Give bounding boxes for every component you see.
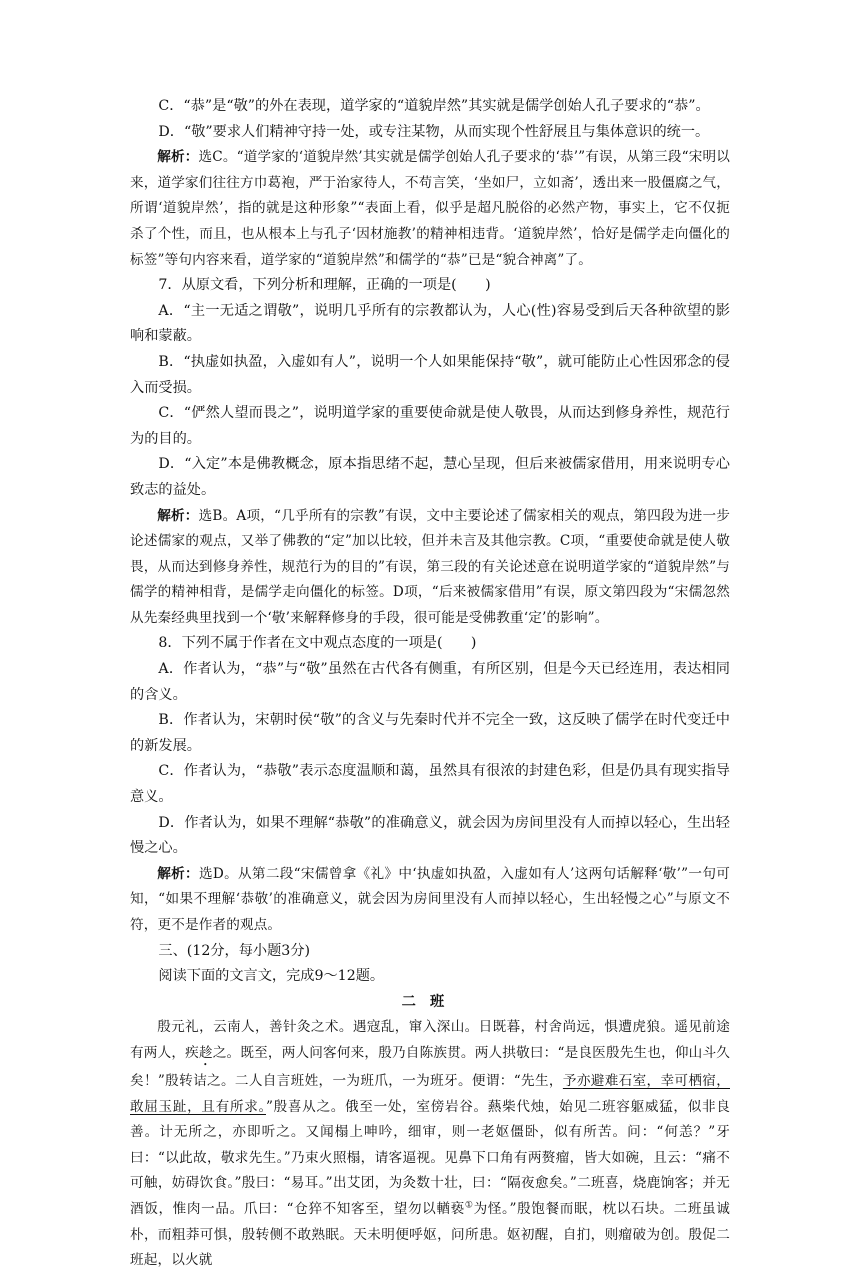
- passage-part-3: ”殷喜从之。俄至一处，室傍岩谷。爇柴代烛，始见二班容躯威猛，似非良善。计无所之，亦即听之。又闻榻上呻吟，细审，则一老妪僵卧，似有所苦。问：“何恙？”牙曰：“以此故，敬求先生。”乃束火照榻，请客逼视。见鼻下口角有两赘瘤，皆大如碗，且云：“痛不可触，妨碍饮食。”殷曰：“易耳。”出艾团，为灸数十壮，曰：“隔夜愈矣。”二班喜，烧鹿饷客；并无酒饭，惟肉一品。爪曰：“仓猝不知客至，望勿以: [130, 1098, 730, 1217]
- analysis-label: 解析：: [157, 507, 199, 524]
- section-instruction: 阅读下面的文言文，完成9～12题。: [158, 968, 385, 985]
- analysis-label: 解析：: [157, 865, 199, 882]
- q8-option-b: B．作者认为，宋朝时侯“敬”的含义与先秦时代并不完全一致，这反映了儒学在时代变迁中的新发展。: [130, 712, 730, 754]
- q7-analysis: [130, 504, 730, 632]
- q8-stem: 8．下列不属于作者在文中观点态度的一项是( ): [158, 635, 477, 652]
- analysis-label: 解析：: [157, 149, 199, 166]
- q8-option-d: D．作者认为，如果不理解“恭敬”的准确意义，就会因为房间里没有人而掉以轻心，生出轻慢之心。: [130, 814, 730, 857]
- dotted-word: 趁: [198, 1044, 213, 1061]
- document-page: [130, 94, 730, 1274]
- q7-option-d: D．“入定”本是佛教概念，原本指思绪不起，慧心呈现，但后来被儒家借用，用来说明专心致志的益处。: [130, 456, 730, 498]
- passage-part-1: 殷元礼，云南人，善针灸之术。遇寇乱，窜入深山。日既暮，村舍尚远，惧遭虎狼。遥见前途有两人，疾: [130, 1019, 730, 1061]
- annotated-word: 輶亵: [436, 1200, 465, 1217]
- q6-option-d: D．“敬”要求人们精神守持一处，或专注某物，从而实现个性舒展且与集体意识的统一。: [158, 123, 710, 140]
- q8-option-c: C．作者认为，“恭敬”表示态度温顺和蔼，虽然具有很浓的封建色彩，但是仍具有现实指导意义。: [130, 763, 730, 806]
- passage-part-4: 为怪。”殷饱餐而眠，枕以石块。二班虽诚朴，而粗莽可惧，殷转侧不敢熟眠。天未明便呼妪，问所患。妪初醒，自扪，则瘤破为创。殷促二班起，以火就: [130, 1200, 731, 1269]
- q6-analysis: [130, 145, 730, 273]
- passage-part-2: 之。既至，两人问客何来，殷乃自陈族贯。两人拱敬曰：“是良医殷先生也，仰山斗久矣！”殷转诘之。二人自言班姓，一为班爪，一为班牙。便谓：“先生，: [130, 1044, 731, 1089]
- q6-option-c: C．“恭”是“敬”的外在表现，道学家的“道貌岸然”其实就是儒学创始人孔子要求的“恭”。: [158, 98, 710, 114]
- q7-stem: 7．从原文看，下列分析和理解，正确的一项是( ): [158, 277, 491, 294]
- q8-option-a: A．作者认为，“恭”与“敬”虽然在古代各有侧重，有所区别，但是今天已经连用，表达相同的含义。: [130, 661, 730, 703]
- analysis-text: 选D。从第二段“宋儒曾拿《礼》中‘执虚如执盈，入虚如有人’这两句话解释‘敬’”一句可知，“如果不理解‘恭敬’的准确意义，就会因为房间里没有人而掉以轻心，生出轻慢之心”与原文不符，更不是作者的观点。: [130, 865, 730, 933]
- analysis-text: 选C。“道学家的‘道貌岸然’其实就是儒学创始人孔子要求的‘恭’”有误，从第三段“宋明以来，道学家们往往方巾葛袍，严于治家待人，不苟言笑，‘坐如尸，立如斋’，透出来一股僵腐之气，所谓‘道貌岸然’，指的就是这种形象”“表面上看，似乎是超凡脱俗的必然产物，事实上，它不仅扼杀了个性，而且，也从根本上与孔子‘因材施教’的精神相违背。‘道貌岸然’，恰好是儒学走向僵化的标签”等句内容来看，道学家的“道貌岸然”和儒学的“恭”已是“貌合神离”了。: [130, 149, 731, 268]
- underlined-sentence: 予亦避难石室，幸可栖宿，敢屈玉趾，且有所求。: [130, 1072, 730, 1115]
- analysis-text: 选B。A项，“几乎所有的宗教”有误，文中主要论述了儒家相关的观点，第四段为进一步论述儒家的观点，又举了佛教的“定”加以比较，但并未言及其他宗教。C项，“重要使命就是使人敬畏，从而达到修身养性，规范行为的目的”有误，第三段的有关论述意在说明道学家的“道貌岸然”与儒学的精神相背，是儒学走向僵化的标签。D项，“后来被儒家借用”有误，原文第四段为“宋儒忽然从先秦经典里找到一个‘敬’来解释修身的手段，很可能是受佛教重‘定’的影响”。: [130, 507, 731, 626]
- section-heading: 三、(12分，每小题3分): [158, 942, 311, 959]
- classical-passage: [130, 1015, 730, 1273]
- q8-analysis: [130, 862, 730, 939]
- passage-title: 二班: [401, 993, 459, 1010]
- footnote-mark: ①: [464, 1200, 474, 1211]
- q7-option-a: A．“主一无适之谓敬”，说明几乎所有的宗教都认为，人心(性)容易受到后天各种欲望的影响和蒙蔽。: [130, 302, 730, 345]
- q7-option-c: C．“俨然人望而畏之”，说明道学家的重要使命就是使人敬畏，从而达到修身养性，规范行为的目的。: [130, 405, 730, 447]
- q7-option-b: B．“执虚如执盈，入虚如有人”，说明一个人如果能保持“敬”，就可能防止心性因邪念的侵入而受损。: [130, 353, 730, 396]
